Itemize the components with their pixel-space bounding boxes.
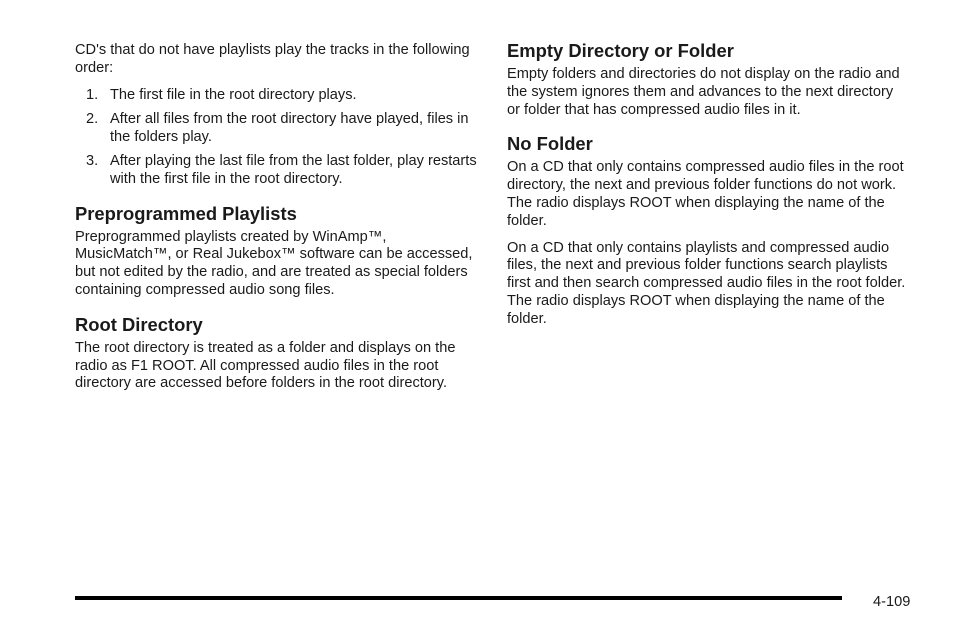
preprogrammed-heading: Preprogrammed Playlists <box>75 202 297 224</box>
no-folder-body-2: On a CD that only contains playlists and compressed audio files, the next and previous folder functions search playlists first and then search compressed audio files in the root folder. The radio displays ROOT when displaying the name of the folder. <box>507 239 906 327</box>
intro-paragraph: CD's that do not have playlists play the tracks in the following order: <box>75 42 470 76</box>
playback-order-list <box>75 87 477 189</box>
list-item-number: 3. <box>86 152 99 169</box>
left-column <box>75 42 477 402</box>
root-directory-body: The root directory is treated as a folder and displays on the radio as F1 ROOT. All compressed audio files in the root directory are accessed before folders in the root directory. <box>75 339 456 392</box>
list-item <box>75 153 477 189</box>
root-directory-section <box>75 314 477 393</box>
footer-rule <box>75 596 842 600</box>
list-item-number: 1. <box>86 86 99 103</box>
list-item-text: After playing the last file from the last folder, play restarts with the first file in the root directory. <box>110 152 477 187</box>
list-item-text: After all files from the root directory have played, files in the folders play. <box>110 110 469 145</box>
right-column <box>507 40 909 338</box>
list-item-number: 2. <box>86 110 99 127</box>
preprogrammed-body: Preprogrammed playlists created by WinAmp™, MusicMatch™, or Real Jukebox™ software can be accessed, but not edited by the radio, and are treated as special folders containing compressed audio song files. <box>75 228 473 298</box>
list-item <box>75 87 477 105</box>
page-number: 4-109 <box>873 594 911 610</box>
list-item-text: The first file in the root directory plays. <box>110 86 357 103</box>
no-folder-heading: No Folder <box>507 133 593 155</box>
no-folder-section <box>507 133 909 328</box>
empty-directory-heading: Empty Directory or Folder <box>507 40 734 61</box>
empty-directory-body: Empty folders and directories do not display on the radio and the system ignores them and advances to the next directory or folder that has compressed audio files in it. <box>507 66 900 118</box>
list-item <box>75 111 477 147</box>
no-folder-body-1: On a CD that only contains compressed audio files in the root directory, the next and previous folder functions do not work. The radio displays ROOT when displaying the name of the folder. <box>507 159 904 229</box>
preprogrammed-section <box>75 203 477 300</box>
root-directory-heading: Root Directory <box>75 313 203 335</box>
empty-directory-section <box>507 40 909 119</box>
